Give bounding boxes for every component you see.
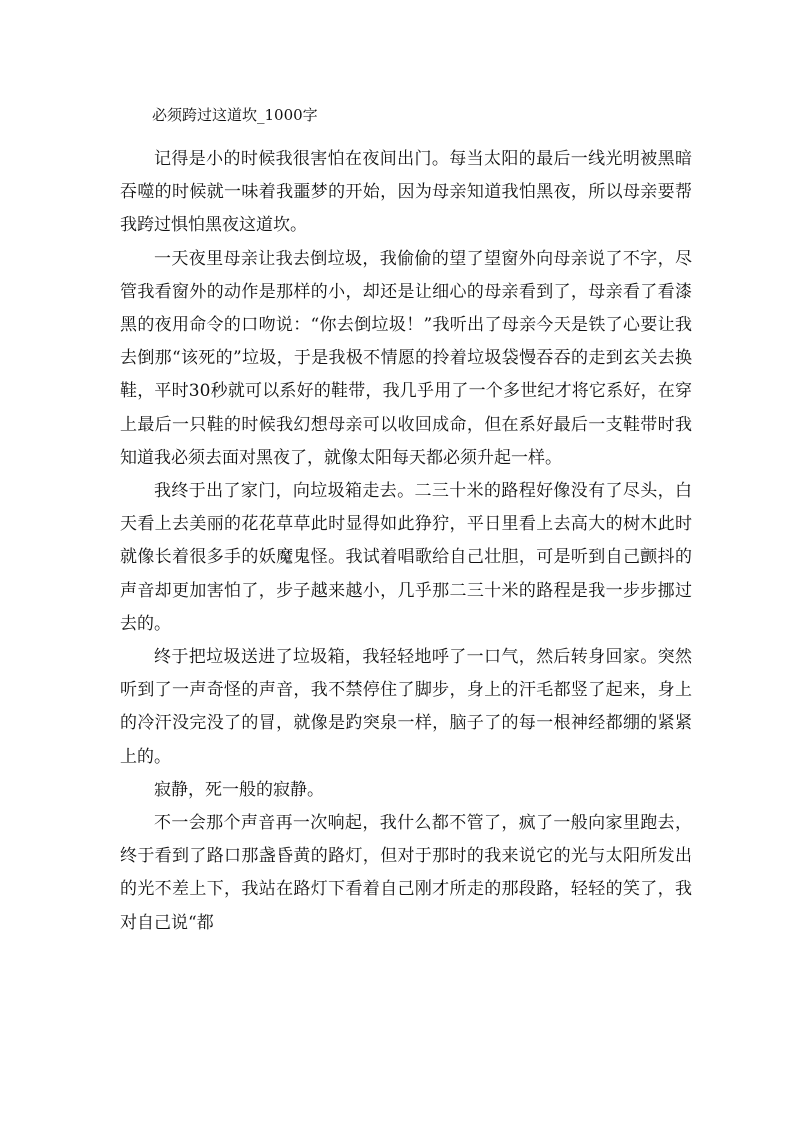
paragraph: 我终于出了家门，向垃圾箱走去。二三十米的路程好像没有了尽头，白天看上去美丽的花花草草此时显得如此狰狞，平日里看上去高大的树木此时就像长着很多手的妖魔鬼怪。我试着唱歌给自己壮胆，可是听到自己颤抖的声音却更加害怕了，步子越来越小，几乎那二三十米的路程是我一步步挪过去的。 xyxy=(120,481,692,634)
article-body xyxy=(120,143,692,940)
paragraph: 一天夜里母亲让我去倒垃圾，我偷偷的望了望窗外向母亲说了不字，尽管我看窗外的动作是那样的小，却还是让细心的母亲看到了，母亲看了看漆黑的夜用命令的口吻说：“你去倒垃圾！”我听出了母亲今天是铁了心要让我去倒那“该死的”垃圾，于是我极不情愿的拎着垃圾袋慢吞吞的走到玄关去换鞋，平时30秒就可以系好的鞋带，我几乎用了一个多世纪才将它系好，在穿上最后一只鞋的时候我幻想母亲可以收回成命，但在系好最后一支鞋带时我知道我必须去面对黑夜了，就像太阳每天都必须升起一样。 xyxy=(120,248,692,468)
page-title: 必须跨过这道坎_1000字 xyxy=(152,106,318,124)
paragraph: 终于把垃圾送进了垃圾箱，我轻轻地呼了一口气，然后转身回家。突然听到了一声奇怪的声音，我不禁停住了脚步，身上的汗毛都竖了起来，身上的冷汗没完没了的冒，就像是趵突泉一样，脑子了的每一根神经都绷的紧紧上的。 xyxy=(120,647,692,767)
paragraph: 不一会那个声音再一次响起，我什么都不管了，疯了一般向家里跑去，终于看到了路口那盏昏黄的路灯，但对于那时的我来说它的光与太阳所发出的光不差上下，我站在路灯下看着自己刚才所走的那段路，轻轻的笑了，我对自己说“都 xyxy=(120,813,692,933)
paragraph: 记得是小的时候我很害怕在夜间出门。每当太阳的最后一线光明被黑暗吞噬的时候就一味着我噩梦的开始，因为母亲知道我怕黑夜，所以母亲要帮我跨过惧怕黑夜这道坎。 xyxy=(120,149,692,236)
paragraph: 寂静，死一般的寂静。 xyxy=(154,779,324,800)
